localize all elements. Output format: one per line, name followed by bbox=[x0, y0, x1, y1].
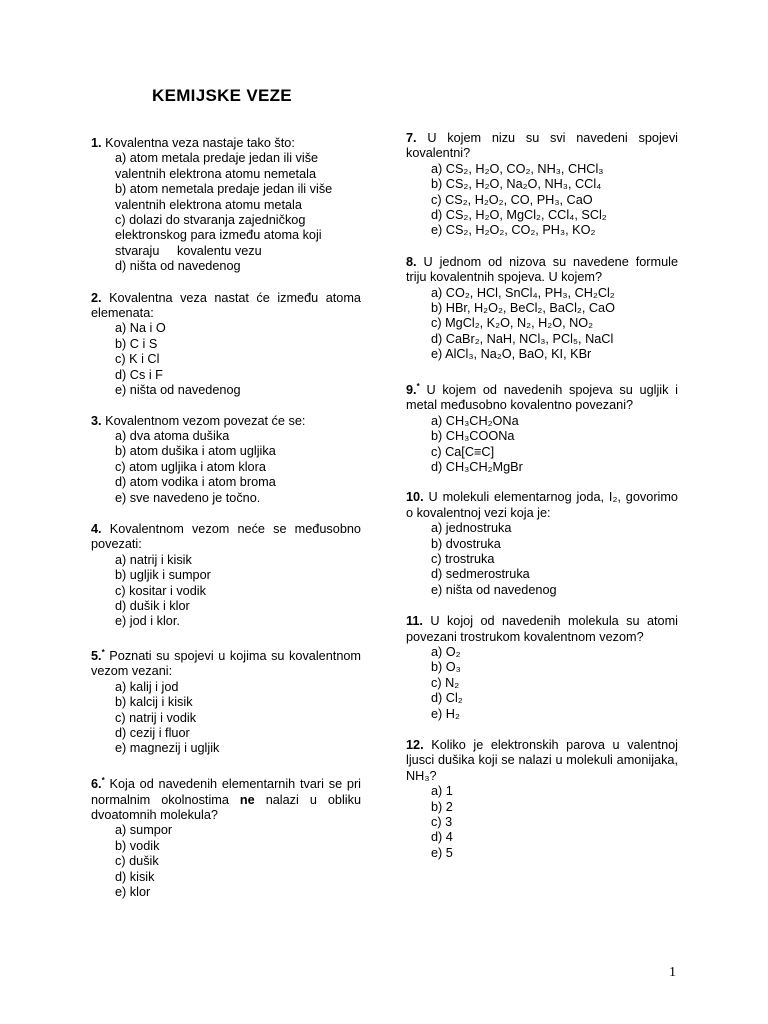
question-9 bbox=[406, 379, 678, 476]
answer-option: b) CS₂, H₂O, Na₂O, NH₃, CCl₄ bbox=[431, 177, 602, 192]
answer-option: c) CS₂, H₂O₂, CO, PH₃, CaO bbox=[431, 192, 593, 207]
answer-option: b) dvostruka bbox=[431, 536, 501, 551]
answer-option: b) atom dušika i atom ugljika bbox=[115, 444, 276, 459]
answer-options bbox=[406, 521, 678, 598]
question-stem bbox=[406, 379, 678, 414]
question-number bbox=[91, 777, 105, 791]
question-stem bbox=[91, 414, 361, 429]
question-stem bbox=[91, 136, 361, 151]
question-number bbox=[91, 649, 105, 663]
answer-option: e) jod i klor. bbox=[115, 614, 180, 629]
answer-option: d) atom vodika i atom broma bbox=[115, 475, 276, 490]
question-number: 7. bbox=[406, 131, 417, 145]
question-number-text: 6. bbox=[91, 777, 102, 792]
optional-star: * bbox=[416, 381, 420, 391]
question-stem bbox=[91, 773, 361, 823]
answer-option: b) O₃ bbox=[431, 660, 461, 675]
question-text: Kovalentnom vezom povezat će se: bbox=[105, 413, 306, 428]
question-stem bbox=[91, 291, 361, 322]
question-number: 2. bbox=[91, 290, 102, 305]
question-stem bbox=[406, 614, 678, 645]
answer-option: b) HBr, H₂O₂, BeCl₂, BaCl₂, CaO bbox=[431, 301, 615, 316]
question-text: Kovalentna veza nastaje tako što: bbox=[105, 136, 295, 150]
answer-option: d) CaBr₂, NaH, NCl₃, PCl₅, NaCl bbox=[431, 331, 614, 346]
answer-option: d) Cl₂ bbox=[431, 691, 463, 706]
answer-option: d) dušik i klor bbox=[115, 598, 190, 613]
answer-option: a) natrij i kisik bbox=[115, 552, 192, 567]
answer-option: c) 3 bbox=[431, 815, 453, 830]
answer-options bbox=[406, 286, 678, 363]
answer-option: e) 5 bbox=[431, 845, 453, 860]
question-text: U kojem nizu su svi navedeni spojevi kovalentni? bbox=[406, 131, 678, 161]
answer-option: c) trostruka bbox=[431, 551, 495, 566]
question-3 bbox=[91, 414, 361, 506]
answer-options bbox=[406, 784, 678, 861]
question-number: 12. bbox=[406, 738, 424, 753]
answer-options bbox=[91, 553, 361, 630]
answer-option: a) Na i O bbox=[115, 321, 166, 336]
answer-option: c) MgCl₂, K₂O, N₂, H₂O, NO₂ bbox=[431, 316, 594, 331]
answer-option: a) 1 bbox=[431, 784, 453, 799]
question-2 bbox=[91, 291, 361, 399]
question-stem bbox=[91, 645, 361, 680]
answer-option: d) ništa od navedenog bbox=[115, 259, 241, 274]
answer-option: d) Cs i F bbox=[115, 367, 163, 382]
answer-option: a) atom metala predaje jedan ili više valentnih elektrona atomu nemetala bbox=[115, 151, 319, 181]
answer-option: e) H₂ bbox=[431, 706, 460, 721]
answer-option: e) magnezij i ugljik bbox=[115, 741, 220, 756]
answer-options bbox=[91, 823, 361, 900]
answer-option: a) dva atoma dušika bbox=[115, 428, 230, 443]
answer-option: e) ništa od navedenog bbox=[115, 383, 241, 398]
question-number: 10. bbox=[406, 490, 424, 505]
answer-option: c) natrij i vodik bbox=[115, 710, 197, 725]
answer-option: b) vodik bbox=[115, 838, 160, 853]
document-title: KEMIJSKE VEZE bbox=[152, 86, 292, 105]
answer-option: d) 4 bbox=[431, 830, 453, 845]
answer-options bbox=[406, 162, 678, 239]
question-text: U jednom od nizova su navedene formule triju kovalentnih spojeva. U kojem? bbox=[406, 254, 679, 285]
question-10 bbox=[406, 490, 678, 598]
answer-option: b) ugljik i sumpor bbox=[115, 568, 211, 583]
emphasis-word: ne bbox=[239, 792, 255, 807]
answer-option: d) cezij i fluor bbox=[115, 726, 190, 741]
question-number: 11. bbox=[406, 614, 423, 629]
answer-option: a) sumpor bbox=[115, 823, 173, 838]
question-11 bbox=[406, 614, 678, 722]
left-column bbox=[91, 136, 361, 900]
answer-option: a) CO₂, HCl, SnCl₄, PH₃, CH₂Cl₂ bbox=[431, 285, 615, 300]
question-text: U kojoj od navedenih molekula su atomi povezani trostrukom kovalentnom vezom? bbox=[406, 614, 678, 644]
question-text: U kojem od navedenih spojeva su ugljik i metal međusobno kovalentno povezani? bbox=[406, 382, 678, 413]
answer-options bbox=[406, 414, 678, 476]
answer-option: b) CH₃COONa bbox=[431, 429, 515, 444]
answer-option: c) N₂ bbox=[431, 675, 460, 690]
answer-option: a) CH₃CH₂ONa bbox=[431, 413, 519, 428]
answer-option: a) jednostruka bbox=[431, 521, 512, 536]
question-text: Koja od navedenih elementarnih tvari se pri normalnim okolnostima bbox=[91, 777, 362, 807]
question-stem bbox=[406, 738, 678, 784]
question-7 bbox=[406, 131, 678, 239]
answer-option: b) kalcij i kisik bbox=[115, 695, 193, 710]
answer-option: e) klor bbox=[115, 884, 151, 899]
question-text: Kovalentnom vezom neće se međusobno povezati: bbox=[91, 521, 361, 552]
question-number bbox=[406, 383, 420, 397]
question-5 bbox=[91, 645, 361, 757]
answer-option: a) kalij i jod bbox=[115, 679, 179, 694]
answer-option: d) kisik bbox=[115, 869, 155, 884]
answer-option: e) sve navedeno je točno. bbox=[115, 490, 261, 505]
question-8 bbox=[406, 255, 678, 363]
answer-option: a) O₂ bbox=[431, 645, 461, 660]
answer-option: b) atom nemetala predaje jedan ili više valentnih elektrona atomu metala bbox=[115, 182, 333, 212]
answer-option: c) dušik bbox=[115, 854, 159, 869]
answer-option: c) kositar i vodik bbox=[115, 583, 206, 598]
question-text: U molekuli elementarnog joda, I₂, govorimo o kovalentnoj vezi koja je: bbox=[406, 490, 678, 520]
answer-options bbox=[406, 645, 678, 722]
question-number-text: 9. bbox=[406, 382, 417, 397]
answer-option: d) sedmerostruka bbox=[431, 567, 530, 582]
question-1 bbox=[91, 136, 361, 275]
question-stem bbox=[91, 522, 361, 553]
question-text: Poznati su spojevi u kojima su kovalentnom vezom vezani: bbox=[91, 649, 361, 679]
question-stem bbox=[406, 490, 678, 521]
answer-option: d) CH₃CH₂MgBr bbox=[431, 459, 523, 474]
question-number: 1. bbox=[91, 136, 102, 150]
question-stem bbox=[406, 131, 678, 162]
answer-option: e) CS₂, H₂O₂, CO₂, PH₃, KO₂ bbox=[431, 223, 596, 238]
answer-options bbox=[91, 429, 361, 506]
answer-option: d) CS₂, H₂O, MgCl₂, CCl₄, SCl₂ bbox=[431, 208, 607, 223]
question-number: 4. bbox=[91, 521, 102, 536]
answer-option: c) K i Cl bbox=[115, 352, 160, 367]
answer-option: b) 2 bbox=[431, 799, 453, 814]
question-text-continued: nalazi u obliku dvoatomnih molekula? bbox=[91, 792, 361, 822]
right-column bbox=[406, 131, 678, 861]
question-number: 3. bbox=[91, 413, 102, 428]
answer-option: a) CS₂, H₂O, CO₂, NH₃, CHCl₃ bbox=[431, 161, 604, 176]
question-number-text: 5. bbox=[91, 649, 102, 664]
question-stem bbox=[406, 255, 678, 286]
page-number: 1 bbox=[669, 965, 676, 980]
answer-option: c) atom ugljika i atom klora bbox=[115, 459, 266, 474]
answer-options bbox=[91, 680, 361, 757]
answer-options bbox=[91, 151, 361, 274]
optional-star: * bbox=[101, 775, 105, 785]
answer-option: c) dolazi do stvaranja zajedničkog elektronskog para između atoma koji stvaraju kovalentu vezu bbox=[115, 213, 326, 258]
question-4 bbox=[91, 522, 361, 630]
answer-option: b) C i S bbox=[115, 336, 158, 351]
question-6 bbox=[91, 773, 361, 900]
answer-option: e) ništa od navedenog bbox=[431, 582, 557, 597]
answer-options bbox=[91, 321, 361, 398]
question-12 bbox=[406, 738, 678, 861]
question-text: Kovalentna veza nastat će između atoma elemenata: bbox=[91, 290, 361, 321]
optional-star: * bbox=[101, 647, 105, 657]
answer-option: e) AlCl₃, Na₂O, BaO, KI, KBr bbox=[431, 347, 592, 362]
question-text: Koliko je elektronskih parova u valentnoj ljusci dušika koji se nalazi u molekuli amonijaka, NH₃? bbox=[406, 738, 678, 783]
answer-option: c) Ca[C≡C] bbox=[431, 444, 495, 459]
question-number: 8. bbox=[406, 254, 417, 269]
